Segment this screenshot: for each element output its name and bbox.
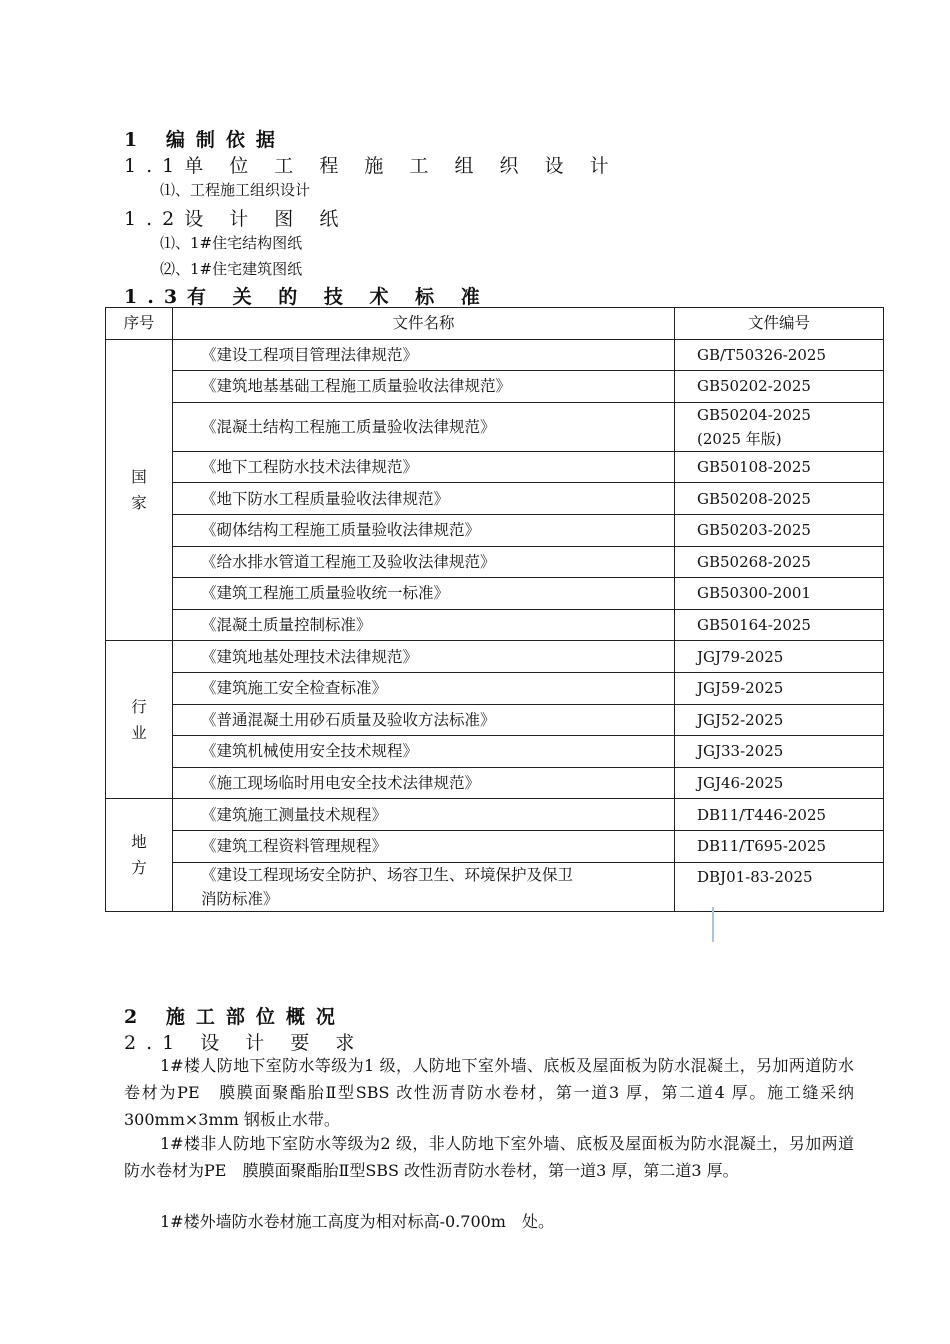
standard-code [675, 402, 884, 451]
standards-table [105, 307, 884, 912]
standard-name: 《建筑施工安全检查标准》 [173, 672, 675, 704]
standard-code-line-2: (2025 年版) [697, 429, 782, 448]
standard-name: 《建筑工程资料管理规程》 [173, 830, 675, 862]
section-2-heading: 2 施工部位概况 [124, 1006, 346, 1028]
table-row [106, 767, 884, 799]
header-code: 文件编号 [675, 308, 884, 340]
standard-code: GB50202-2025 [675, 371, 884, 403]
standard-name: 《地下工程防水技术法律规范》 [173, 451, 675, 483]
category-industry: 行业 [106, 641, 173, 799]
standard-code: JGJ46-2025 [675, 767, 884, 799]
standard-name-line-2: 消防标准》 [201, 889, 279, 908]
standard-name: 《建筑施工测量技术规程》 [173, 799, 675, 831]
standard-name: 《混凝土质量控制标准》 [173, 609, 675, 641]
header-index: 序号 [106, 308, 173, 340]
standard-code: GB50108-2025 [675, 451, 884, 483]
table-row [106, 672, 884, 704]
standard-code-line-1: GB50204-2025 [697, 405, 811, 424]
section-2-1-heading: 2.1 设 计 要 求 [124, 1032, 365, 1054]
table-row [106, 862, 884, 911]
section-1-2-item-2: ⑵、1#住宅建筑图纸 [160, 260, 303, 278]
standard-name: 《混凝土结构工程施工质量验收法律规范》 [173, 402, 675, 451]
section-1-2-item-1: ⑴、1#住宅结构图纸 [160, 234, 303, 252]
standard-code: GB50164-2025 [675, 609, 884, 641]
standard-name: 《砌体结构工程施工质量验收法律规范》 [173, 514, 675, 546]
section-1-1-heading: 1.1单 位 工 程 施 工 组 织 设 计 [124, 155, 619, 177]
standard-code: JGJ59-2025 [675, 672, 884, 704]
standard-name: 《普通混凝土用砂石质量及验收方法标准》 [173, 704, 675, 736]
text-cursor [712, 907, 714, 942]
standard-name: 《建筑地基基础工程施工质量验收法律规范》 [173, 371, 675, 403]
table-row [106, 546, 884, 578]
table-row [106, 609, 884, 641]
table-header-row [106, 308, 884, 340]
category-national: 国家 [106, 339, 173, 641]
standard-code: GB/T50326-2025 [675, 339, 884, 371]
standard-code: GB50268-2025 [675, 546, 884, 578]
standard-code: DB11/T695-2025 [675, 830, 884, 862]
table-row [106, 736, 884, 768]
category-local: 地方 [106, 799, 173, 911]
paragraph-3: 1#楼外墙防水卷材施工高度为相对标高-0.700m 处。 [160, 1212, 554, 1231]
standard-name [173, 862, 675, 911]
paragraph-1: 1#楼人防地下室防水等级为1 级，人防地下室外墙、底板及屋面板为防水混凝土，另加两道防水卷材为PE 膜膜面聚酯胎Ⅱ型SBS 改性沥青防水卷材，第一道3 厚，第二道4 厚。施工缝采纳300mm×3mm 钢板止水带。 [124, 1056, 854, 1129]
table-row [106, 339, 884, 371]
standard-name: 《地下防水工程质量验收法律规范》 [173, 483, 675, 515]
standard-code: GB50300-2001 [675, 578, 884, 610]
section-1-heading: 1 编制依据 [124, 129, 286, 151]
standard-name-line-1: 《建设工程现场安全防护、场容卫生、环境保护及保卫 [201, 865, 574, 884]
standard-code: DBJ01-83-2025 [675, 862, 884, 911]
header-name: 文件名称 [173, 308, 675, 340]
table-row [106, 578, 884, 610]
paragraph-2: 1#楼非人防地下室防水等级为2 级，非人防地下室外墙、底板及屋面板为防水混凝土，另加两道防水卷材为PE 膜膜面聚酯胎Ⅱ型SBS 改性沥青防水卷材，第一道3 厚，第二道3 厚。 [124, 1134, 854, 1180]
standard-code: GB50203-2025 [675, 514, 884, 546]
standard-code: JGJ33-2025 [675, 736, 884, 768]
standard-code: JGJ52-2025 [675, 704, 884, 736]
standard-name: 《施工现场临时用电安全技术法律规范》 [173, 767, 675, 799]
standard-code: JGJ79-2025 [675, 641, 884, 673]
section-1-2-heading: 1.2设 计 图 纸 [124, 208, 349, 230]
standard-code: GB50208-2025 [675, 483, 884, 515]
standard-name: 《给水排水管道工程施工及验收法律规范》 [173, 546, 675, 578]
standard-name: 《建筑工程施工质量验收统一标准》 [173, 578, 675, 610]
standard-name: 《建筑地基处理技术法律规范》 [173, 641, 675, 673]
table-row [106, 483, 884, 515]
table-row [106, 799, 884, 831]
section-1-1-item-1: ⑴、工程施工组织设计 [160, 181, 311, 199]
table-row [106, 451, 884, 483]
standard-name: 《建设工程项目管理法律规范》 [173, 339, 675, 371]
table-row [106, 830, 884, 862]
table-row [106, 514, 884, 546]
table-row [106, 371, 884, 403]
table-row [106, 641, 884, 673]
table-row [106, 704, 884, 736]
standard-code: DB11/T446-2025 [675, 799, 884, 831]
section-1-3-heading: 1.3有 关 的 技 术 标 准 [124, 286, 490, 308]
standard-name: 《建筑机械使用安全技术规程》 [173, 736, 675, 768]
table-row [106, 402, 884, 451]
